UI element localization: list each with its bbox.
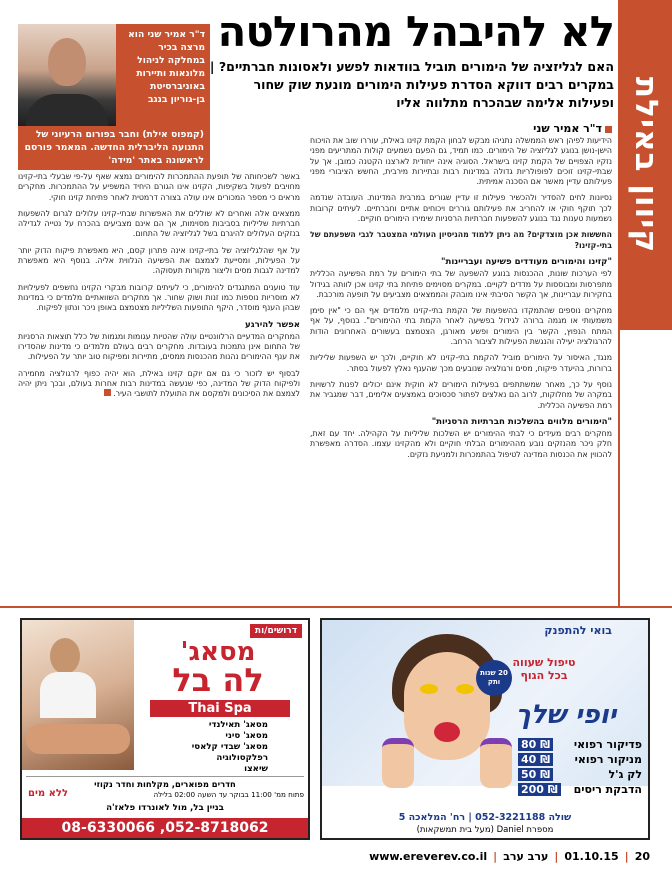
subheadline: האם לגליזציה של הימורים תוביל בוודאות לפשע ולאסונות חברתיים? | במקרים רבים דווקא הסדרת פעילות הימורים מונעת שוק שחור ופעילות אלימה שבהכרח מתלווה אליו bbox=[209, 59, 614, 110]
ad-beauty-salon[interactable] bbox=[320, 618, 650, 840]
ad-offer: טיפול שעווה בכל הגוף bbox=[512, 656, 576, 682]
ad-brand: יופי שלך bbox=[515, 700, 617, 730]
experience-badge: 20 שנות ותק bbox=[476, 660, 512, 696]
spa-name-line2: לה בל bbox=[172, 661, 264, 699]
paragraph: מנגד, האיסור על הימורים מוביל להקמת בתי-קזינו לא חוקיים, ולכך יש השפעות שליליות ברורות, בהיעדר פיקוח, מסים ורגולציה שנובעים מכך שהענף נאלץ לפעול בסתר. bbox=[310, 353, 612, 373]
section-heading: "קזינו והימורים מעודדים פשיעה ועבריינות" bbox=[440, 256, 612, 267]
price-row bbox=[518, 768, 642, 781]
price-list bbox=[518, 738, 642, 796]
paragraph bbox=[18, 369, 300, 400]
spa-name bbox=[136, 637, 300, 699]
footer-strip bbox=[369, 850, 650, 863]
footer-separator: | bbox=[493, 850, 498, 863]
salon-location: מספרת Daniel (מעל בית תמשקאות) bbox=[416, 825, 554, 835]
paragraph: הידיעות לפיהן ראש הממשלה נתניהו מבקש לבחון הקמת קזינו באילת, עוררו שוב את הויכוח הישן-נושן בנוגע לגליזציה של הימורים. כמו תמיד, גם הפעם נשמעים קולות המתריעים מפני נזקיו הצפויים של הקמת קזינו בישראל. הסוגיה אינה ייחודית לארצנו הקטנה כמובן. אך על שבתי-קזינו זוכים לפופולריות גדולה במדינות רבות ובתיירות מירבית, החשש הציבורי מפני פעילותם עדיין מאשר אם הסכנה אמיתית. bbox=[310, 136, 612, 187]
paragraph: לפי הערכות שונות, ההכנסות בנוגע להשפעה של בתי הימורים על רמת הפשיעה הכללית מתפרסות ומבוססות על מדדים לקויים. במקרים מסוימים פתיחת בתי קזינו אכן לוותה בגידול בחקירות עבריינות, אך הקשר הסיבתי אינו מובהק והממצאים מצביעים על תופעה מורכבת. bbox=[310, 269, 612, 299]
paragraph: נסיונות לחים להסדיר ולהכשיר פעילות זו עדיין שגורים במרבית המדינות. העובדה שנדמה לכך תוקף חוקי או להחריב את פעילותם גוררים ויכוחים אתיים וחברתיים. לעיתים קרובות נשמעות טענות נגד בנוגע להשפעות חברתיות הרסניות שימירו הימורים חוקיים. bbox=[310, 193, 612, 224]
spa-subtitle: Thai Spa bbox=[150, 700, 290, 717]
section-tab bbox=[620, 0, 672, 330]
closing-text: לבסוף יש לזכור כי גם אם יוקם קזינו באילת, הוא יהיה כפוף לרגולציה מחמירה ולפיקוח הדוק של המדינה, כפי שנעשה במדינות רבות אחרות בעולם, ובכך ניתן יהיה לצמצם את הסיכונים ולמקסם את התועלת לתושבי העיר. bbox=[18, 368, 300, 399]
footer-separator: | bbox=[624, 850, 629, 863]
issue-date: 01.10.15 bbox=[564, 850, 619, 863]
price-row bbox=[518, 738, 642, 751]
service-price: 50 ₪ bbox=[518, 768, 553, 781]
headline: לא להיבהל מהרולטה bbox=[217, 7, 614, 56]
service-price: 40 ₪ bbox=[518, 753, 553, 766]
paragraph: על אף שהלגליזציה של בתי-קזינו אינה פתרון קסם, היא מאפשרת פיקוח הדוק יותר על הפעילות, ומסייעת לצמצם את הפשיעה הנלווית אליה. בנוסף היא מאפשרת למדינה לגבות מסים וליצור מקורות תעסוקה. bbox=[18, 245, 300, 276]
author-bio-top: ד"ר אמיר שני הוא מרצה בכיר במחלקה לניהול מלונאות ותיירות באוניברסיטת בן-גוריון בנגב bbox=[116, 24, 210, 126]
spa-phones[interactable]: 08-6330066 ,052-8718062 bbox=[22, 818, 308, 838]
spa-rooms: חדרים מפוארים, מקלחות וחדר נקוזי bbox=[26, 776, 304, 789]
paragraph: עוד טוענים המתנגדים להימורים, כי לעיתים קרובות מבקרי הקזינו נחשפים לפעילויות לא מוסריות נוספות כמו זנות ושוק שחור. אך מחקרים השוואתיים מלמדים כי במדינות שבהן הענף מוסדר, היקף התופעות השליליות מצטמצם באופן ניכר ונתון לפיקוח. bbox=[18, 282, 300, 313]
section-heading: "הימורים מלווים בהשלכות חברתיות הרסניות" bbox=[431, 416, 612, 427]
paragraph: המחקרים המדעיים הרלוונטיים עולה שהטיות עגומות ומגמות של כלל תוצאות הרסניות של התחום אינן נתמכות בעובדות. מחקרים רבים בעולם מלמדים כי מדינות שהסדירו את ענף ההימורים נהנות מהכנסות ממסים, מתיירות ומפיקוח טוב יותר על הפעילות. bbox=[18, 331, 300, 362]
ads-divider bbox=[0, 606, 672, 608]
spa-no-water: ללא מים bbox=[28, 788, 69, 799]
service-name: לק ג'ל bbox=[608, 768, 642, 781]
therapist-head bbox=[50, 638, 80, 674]
section-tab-label: קיוון באילת bbox=[628, 76, 664, 254]
paper-name: ערב ערב bbox=[503, 850, 549, 863]
price-row bbox=[518, 783, 642, 796]
spa-name-line1: מסאג' bbox=[180, 637, 256, 667]
author-photo bbox=[18, 24, 116, 126]
author-shirt bbox=[26, 94, 108, 126]
service-item: מסאג' תאילנדי bbox=[208, 720, 268, 730]
byline-marker bbox=[605, 126, 612, 133]
page-footer bbox=[0, 842, 672, 872]
therapist-body bbox=[40, 672, 96, 718]
spa-address: בניין בל, מול לאונרדו פלאז'ה bbox=[106, 803, 224, 813]
author-name: ד"ר אמיר שני bbox=[533, 122, 602, 135]
website-link[interactable]: www.ereverev.co.il bbox=[369, 850, 488, 863]
spa-hours: פתוח ממ' 11:00 בבוקר עד השעה 02:00 בלילה bbox=[153, 790, 304, 799]
footer-separator: | bbox=[554, 850, 559, 863]
model-hand-right bbox=[480, 738, 512, 788]
service-name: הדבקת ריסים bbox=[573, 783, 642, 796]
service-item: רפלקסולוגיה bbox=[216, 753, 268, 763]
service-price: 200 ₪ bbox=[518, 783, 561, 796]
model-hand-left bbox=[382, 738, 414, 788]
model-lips bbox=[434, 722, 460, 742]
article-column-left bbox=[18, 172, 300, 608]
paragraph: מחקרים נוספים שהתמקדו בהשפעות של הקמת בתי-קזינו מלמדים אף הם כי "אין סימן משמעותי או מגמה ברורה לגידול בפשיעה לאחר הקמת בתי ההימורים". בנוסף, על אף המתח הנפוץ, הקשר בין הימורים ופשע מאורגן, הצטמצם בעשורים האחרונים הודות להרגולציה יעילה והנגשת הפעילות לציבור הרחב. bbox=[310, 306, 612, 347]
service-name: פדיקור רפואי bbox=[573, 738, 642, 751]
author-face bbox=[48, 38, 86, 86]
service-name: מניקור רפואי bbox=[574, 753, 642, 766]
section-heading: אפשר להירגע bbox=[245, 319, 300, 330]
paragraph: ממצאים אלה ואחרים לא שוללים את האפשרות שבתי-קזינו עלולים לגרום להשפעות חברתיות שליליות בסביבות מסוימות, אך הם אינם מצביעים בהכרח על נטייה לגדילה בנזקים העלולים להיגרם בשל לגליזציה של התחום. bbox=[18, 208, 300, 239]
article-column-right bbox=[310, 136, 612, 598]
service-item: מסאג' שבדי קלאסי bbox=[191, 742, 268, 752]
ad-slogan: בואי להתפנק bbox=[544, 624, 612, 637]
ad-thai-spa[interactable] bbox=[20, 618, 310, 840]
spa-services-list bbox=[158, 720, 268, 775]
service-price: 80 ₪ bbox=[518, 738, 553, 751]
massage-photo bbox=[22, 620, 134, 770]
paragraph: מחקרים רבים מעידים כי לבתי ההימורים יש השלכות שליליות על הקהילה. יחד עם זאת, חלק ניכר מהנזקים נובע מההימורים הבלתי חוקיים ולא מהקזינו עצמו. הסדרה מאפשרת להכווין את הכנסות המדינה לטיפול בהתמכרות ולמניעת נזקים. bbox=[310, 429, 612, 459]
price-row bbox=[518, 753, 642, 766]
client-body bbox=[26, 724, 130, 754]
byline bbox=[533, 122, 612, 135]
paragraph: באשר לשכיחותה של תופעת ההתמכרות להימורים נמצא שאף על-פי שבעלי בתי-קזינו מחויבים לפעול בשקיפות, הקזינו אינו הגורם היחיד המשפיע על ההתמכרות. מחקרים מראים כי מספר המכורים אינו עולה בצורה דרמטית לאחר פתיחת קזינו חוקי. bbox=[18, 172, 300, 202]
paragraph: נוסף על כך, מאחר שמשתתפים בפעילות הימורים לא חוקית אינם יכולים לפנות לרשויות במקרה של מחלוקות, לרוב הם נאלצים לפתור סכסוכים באמצעים אלימים, דבר שמגביר את רמת הפשיעה הכללית. bbox=[310, 379, 612, 410]
model-eye-left bbox=[420, 684, 438, 694]
page-number: 20 bbox=[634, 850, 650, 863]
paragraph: החששות אכן מוצדקים? מה ניתן ללמוד מהניסיון העולמי המצטבר לגבי השפעתם של בתי-קזינו? bbox=[310, 230, 612, 250]
hiring-tag: דרושים/ות bbox=[250, 624, 302, 638]
model-eye-right bbox=[456, 684, 474, 694]
service-item: שיאצו bbox=[244, 764, 268, 774]
section-divider bbox=[618, 0, 620, 606]
author-bio-bottom: (קמפוס אילת) וחבר בפורום הרעיוני של התנועה הליברלית החדשה. המאמר פורסם לראשונה באתר 'מידה' bbox=[18, 126, 210, 170]
service-item: מסאג' סיני bbox=[225, 731, 268, 741]
salon-contact[interactable]: שולה 052-3221188 | רח' המלאכה 5 bbox=[398, 812, 572, 823]
end-of-article-marker bbox=[104, 389, 111, 396]
